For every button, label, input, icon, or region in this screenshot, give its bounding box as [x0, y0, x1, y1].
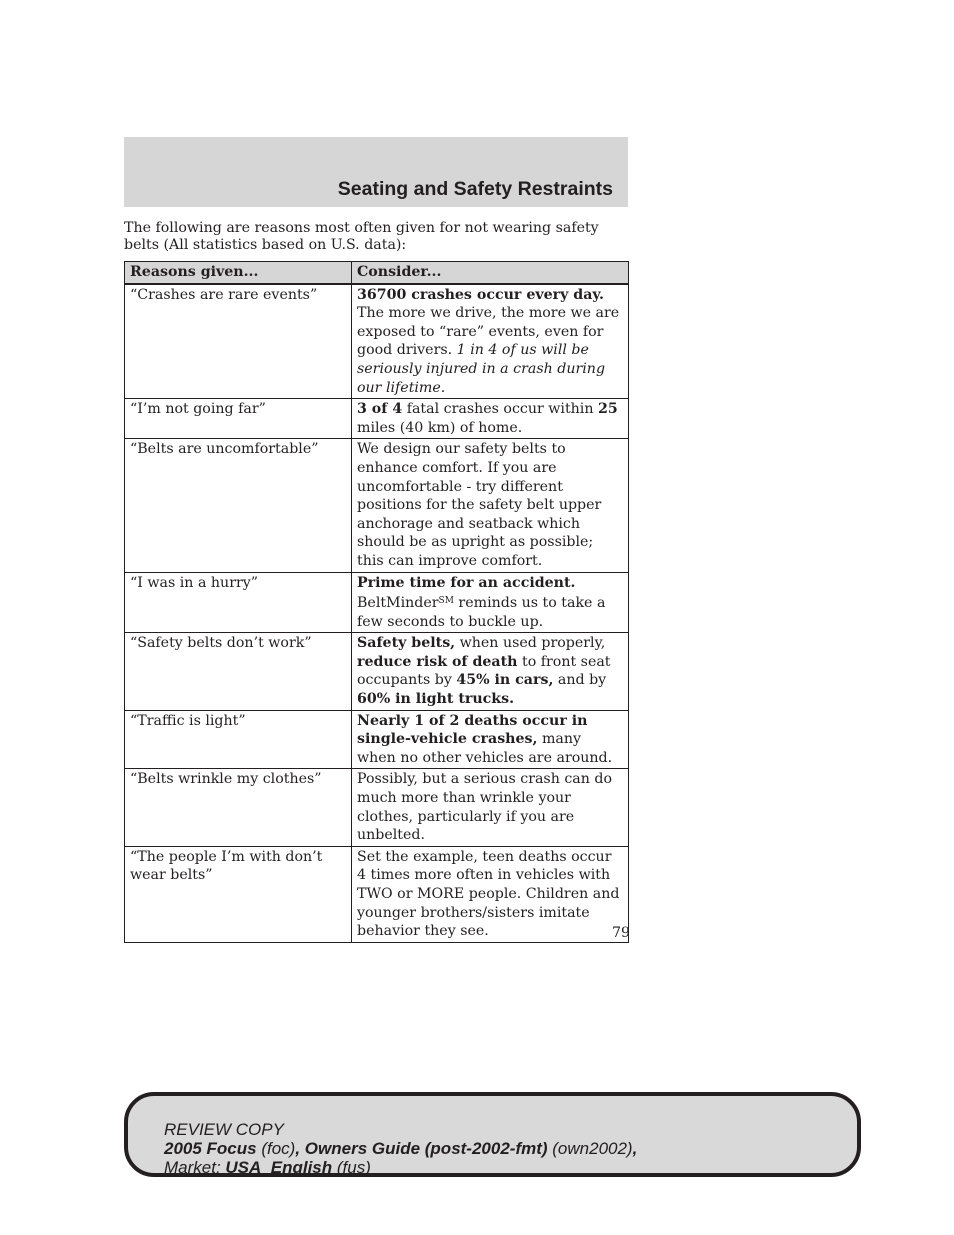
reason-cell: “Safety belts don’t work” [125, 633, 352, 710]
consider-cell [352, 633, 629, 710]
table-body [125, 284, 629, 943]
consider-cell [352, 572, 629, 633]
consider-text-segment: to front seat occupants by [357, 653, 611, 689]
consider-text-segment: when used properly, [455, 635, 606, 652]
reasons-table [124, 261, 629, 943]
table-row [125, 633, 629, 710]
footer-market-line [164, 1158, 637, 1177]
consider-text-segment: Possibly, but a serious crash can do much more than wrinkle your clothes, particularly if you are unbelted. [357, 771, 613, 844]
column-header-consider: Consider... [352, 262, 629, 284]
section-title: Seating and Safety Restraints [337, 178, 613, 200]
consider-text-segment: 3 of 4 [357, 401, 403, 418]
consider-text-segment: 36700 crashes occur every day. [357, 286, 604, 303]
consider-text-segment: Prime time for an accident. [357, 574, 576, 591]
consider-cell [352, 846, 629, 942]
footer-text [164, 1120, 637, 1177]
consider-text-segment: We design our safety belts to enhance comfort. If you are uncomfortable - try different positions for the safety belt upper anchorage and seatback which should be as upright as possible; this can improve comfort. [357, 441, 602, 569]
footer-model-code: (foc) [256, 1139, 296, 1158]
table-row [125, 769, 629, 846]
consider-text-segment: The more we drive, the more we are exposed to “rare” events, even for good drivers. [357, 305, 620, 359]
reason-cell: “Crashes are rare events” [125, 284, 352, 399]
reason-cell: “Traffic is light” [125, 710, 352, 769]
table-header-row [125, 262, 629, 284]
consider-text-segment: 1 in 4 of us will be seriously injured in a crash during our lifetime. [357, 342, 606, 396]
footer-comma: , [632, 1139, 638, 1158]
footer-market-label: Market: [164, 1158, 226, 1177]
consider-text-segment: Set the example, teen deaths occur 4 times more often in vehicles with TWO or MORE people. Children and younger brothers/sisters imitate behavior they see. [357, 848, 620, 940]
footer-model-line [164, 1139, 637, 1158]
intro-paragraph: The following are reasons most often given for not wearing safety belts (All statistics based on U.S. data): [124, 220, 599, 253]
reason-cell: “Belts are uncomfortable” [125, 439, 352, 572]
consider-text-segment: reduce risk of death [357, 653, 518, 670]
page-number: 79 [612, 925, 631, 941]
consider-text-segment: fatal crashes occur within [402, 401, 598, 418]
consider-text-segment: 45% in cars, [456, 672, 554, 689]
footer-guide: , Owners Guide (post-2002-fmt) [295, 1139, 548, 1158]
consider-text-segment: Nearly 1 of 2 deaths occur in single-vehicle crashes, [357, 712, 588, 748]
table-row [125, 710, 629, 769]
table-row [125, 284, 629, 399]
consider-text-segment: BeltMinder [357, 595, 439, 612]
table-row [125, 439, 629, 572]
consider-text-segment: miles (40 km) of home. [357, 419, 523, 436]
consider-text-segment: 25 [598, 401, 618, 418]
consider-cell [352, 710, 629, 769]
footer-market-code: (fus) [332, 1158, 371, 1177]
column-header-reasons: Reasons given... [125, 262, 352, 284]
consider-text-segment: 60% in light trucks. [357, 691, 515, 708]
reason-cell: “I’m not going far” [125, 399, 352, 439]
consider-cell [352, 769, 629, 846]
consider-text-segment: SM [438, 596, 454, 607]
reason-cell: “Belts wrinkle my clothes” [125, 769, 352, 846]
consider-text-segment: reminds us to take a few seconds to buckle up. [357, 595, 606, 630]
consider-cell [352, 439, 629, 572]
table-row [125, 572, 629, 633]
footer-model: 2005 Focus [164, 1139, 257, 1158]
footer-guide-code: (own2002) [547, 1139, 633, 1158]
section-header-band [124, 137, 628, 207]
consider-text-segment: and by [553, 672, 607, 689]
reason-cell: “I was in a hurry” [125, 572, 352, 633]
table-row [125, 399, 629, 439]
reason-cell: “The people I’m with don’t wear belts” [125, 846, 352, 942]
consider-text-segment: many when no other vehicles are around. [357, 731, 613, 766]
consider-cell [352, 284, 629, 399]
review-copy-footer [124, 1092, 861, 1177]
review-copy-label: REVIEW COPY [164, 1120, 284, 1139]
consider-cell [352, 399, 629, 439]
consider-text-segment: Safety belts, [357, 635, 456, 652]
table-row [125, 846, 629, 942]
footer-market: USA_English [225, 1158, 333, 1177]
